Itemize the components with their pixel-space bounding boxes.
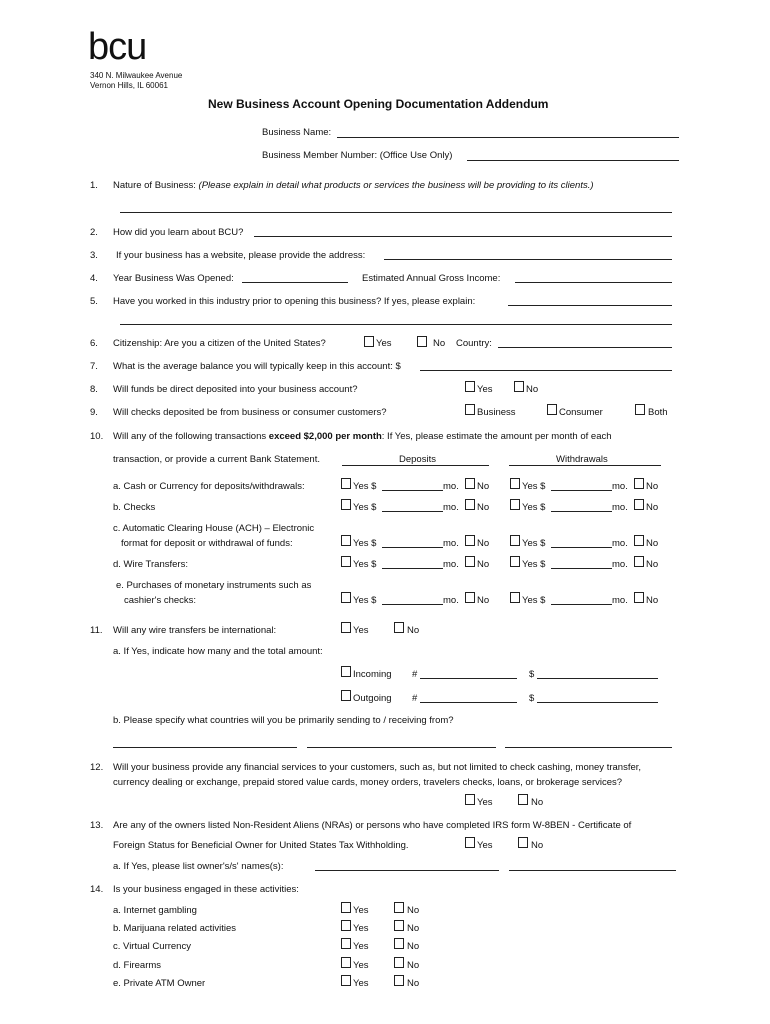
incoming-checkbox[interactable] — [341, 666, 351, 677]
q5-answer-field[interactable] — [508, 305, 672, 306]
q6-yes-label: Yes — [376, 338, 392, 349]
q14-item-3-no-label: No — [407, 960, 420, 971]
q10-row-3-deposit-no-checkbox[interactable] — [465, 556, 475, 567]
q1-label: Nature of Business: (Please explain in detail what products or services the business will be providing to its clients.) — [113, 180, 594, 191]
q10-row-0-deposit-no-label: No — [477, 481, 490, 492]
average-balance-field[interactable] — [420, 370, 672, 371]
q2-number: 2. — [90, 227, 98, 238]
q10-row-4-deposit-mo-label: mo. — [443, 595, 459, 606]
q11-no-checkbox[interactable] — [394, 622, 404, 633]
q10-row-2-withdrawal-mo-label: mo. — [612, 538, 628, 549]
q13-line1: Are any of the owners listed Non-Resident Aliens (NRAs) or persons who have completed IRS form W-8BEN - Certificate of — [113, 820, 632, 831]
outgoing-label: Outgoing — [353, 693, 392, 704]
q6-yes-checkbox[interactable] — [364, 336, 374, 347]
q5-number: 5. — [90, 296, 98, 307]
incoming-count-hash: # — [412, 669, 418, 680]
q6-number: 6. — [90, 338, 98, 349]
q8-yes-label: Yes — [477, 384, 493, 395]
q5-answer-field-2[interactable] — [120, 324, 672, 325]
outgoing-count-hash: # — [412, 693, 418, 704]
q13-sub-a-label: a. If Yes, please list owner's/s' names(s): — [113, 861, 284, 872]
q14-label: Is your business engaged in these activities: — [113, 884, 299, 895]
q12-no-checkbox[interactable] — [518, 794, 528, 805]
year-opened-field[interactable] — [242, 282, 348, 283]
q14-item-4-yes-label: Yes — [353, 978, 369, 989]
q7-label: What is the average balance you will typically keep in this account: $ — [113, 361, 401, 372]
q10-row-4-withdrawal-amount-field[interactable] — [551, 604, 612, 605]
member-number-field[interactable] — [467, 160, 679, 161]
q14-item-4-no-label: No — [407, 978, 420, 989]
outgoing-amount-dollar: $ — [529, 693, 535, 704]
q10-row-2-label-line2: format for deposit or withdrawal of funds: — [121, 538, 293, 549]
q14-item-3-yes-checkbox[interactable] — [341, 957, 351, 968]
q14-item-4-yes-checkbox[interactable] — [341, 975, 351, 986]
q12-number: 12. — [90, 762, 104, 773]
address-line-2: Vernon Hills, IL 60061 — [90, 81, 168, 90]
q10-row-1-withdrawal-no-label: No — [646, 502, 659, 513]
q10-row-1-label: b. Checks — [113, 502, 156, 513]
gross-income-field[interactable] — [515, 282, 672, 283]
q12-yes-label: Yes — [477, 797, 493, 808]
q9-both-checkbox[interactable] — [635, 404, 645, 415]
q14-item-1-yes-label: Yes — [353, 923, 369, 934]
q1-number: 1. — [90, 180, 98, 191]
q8-no-label: No — [526, 384, 539, 395]
q8-no-checkbox[interactable] — [514, 381, 524, 392]
outgoing-checkbox[interactable] — [341, 690, 351, 701]
q10-row-2-withdrawal-no-checkbox[interactable] — [634, 535, 644, 546]
q9-both-label: Both — [648, 407, 668, 418]
q6-no-checkbox[interactable] — [417, 336, 427, 347]
q10-row-2-label: c. Automatic Clearing House (ACH) – Electronic — [113, 523, 315, 534]
q3-number: 3. — [90, 250, 98, 261]
q10-row-3-withdrawal-no-label: No — [646, 559, 659, 570]
q10-row-2-withdrawal-no-label: No — [646, 538, 659, 549]
q10-number: 10. — [90, 431, 104, 442]
country-field[interactable] — [498, 347, 672, 348]
country-field-2[interactable] — [307, 747, 496, 748]
q10-row-2-deposit-mo-label: mo. — [443, 538, 459, 549]
q14-item-0-no-checkbox[interactable] — [394, 902, 404, 913]
q10-row-1-withdrawal-no-checkbox[interactable] — [634, 499, 644, 510]
q14-item-1-no-label: No — [407, 923, 420, 934]
q14-item-4-no-checkbox[interactable] — [394, 975, 404, 986]
q10-row-4-withdrawal-mo-label: mo. — [612, 595, 628, 606]
q10-row-4-label-line2: cashier's checks: — [124, 595, 197, 606]
q8-label: Will funds be direct deposited into your business account? — [113, 384, 358, 395]
q10-row-1-deposit-yes-label: Yes $ — [353, 502, 377, 513]
q14-item-4-label: e. Private ATM Owner — [113, 978, 206, 989]
q10-row-2-withdrawal-yes-label: Yes $ — [522, 538, 546, 549]
q10-row-0-withdrawal-no-checkbox[interactable] — [634, 478, 644, 489]
q3-answer-field[interactable] — [384, 259, 672, 260]
q12-line1: Will your business provide any financial services to your customers, such as, but not limited to check cashing, money transfer, — [113, 762, 642, 773]
q9-label: Will checks deposited be from business or consumer customers? — [113, 407, 387, 418]
outgoing-count-field[interactable] — [420, 702, 517, 703]
outgoing-amount-field[interactable] — [537, 702, 658, 703]
q10-row-2-deposit-no-checkbox[interactable] — [465, 535, 475, 546]
q10-row-4-deposit-yes-label: Yes $ — [353, 595, 377, 606]
deposits-header-rule — [342, 465, 489, 466]
q11-no-label: No — [407, 625, 420, 636]
q9-business-checkbox[interactable] — [465, 404, 475, 415]
country-field-3[interactable] — [505, 747, 672, 748]
q14-item-1-yes-checkbox[interactable] — [341, 920, 351, 931]
q11-label: Will any wire transfers be international: — [113, 625, 277, 636]
q10-row-1-deposit-no-label: No — [477, 502, 490, 513]
q14-item-2-no-checkbox[interactable] — [394, 938, 404, 949]
q10-row-0-withdrawal-yes-checkbox[interactable] — [510, 478, 520, 489]
q10-row-1-withdrawal-amount-field[interactable] — [551, 511, 612, 512]
q11-sub-a-label: a. If Yes, indicate how many and the total amount: — [113, 646, 323, 657]
address-line-1: 340 N. Milwaukee Avenue — [90, 71, 183, 80]
q10-row-2-withdrawal-yes-checkbox[interactable] — [510, 535, 520, 546]
q13-number: 13. — [90, 820, 104, 831]
q4-income-label: Estimated Annual Gross Income: — [362, 273, 501, 284]
q9-number: 9. — [90, 407, 98, 418]
q3-label: If your business has a website, please provide the address: — [116, 250, 366, 261]
q10-row-4-withdrawal-yes-checkbox[interactable] — [510, 592, 520, 603]
q10-row-0-deposit-yes-label: Yes $ — [353, 481, 377, 492]
q10-row-0-withdrawal-amount-field[interactable] — [551, 490, 612, 491]
q13-no-label: No — [531, 840, 544, 851]
q10-row-0-withdrawal-mo-label: mo. — [612, 481, 628, 492]
q11-yes-label: Yes — [353, 625, 369, 636]
q10-row-0-withdrawal-no-label: No — [646, 481, 659, 492]
member-number-label: Business Member Number: (Office Use Only) — [262, 150, 453, 161]
q14-number: 14. — [90, 884, 104, 895]
q13-line2: Foreign Status for Beneficial Owner for United States Tax Withholding. — [113, 840, 409, 851]
q12-yes-checkbox[interactable] — [465, 794, 475, 805]
q14-item-2-yes-checkbox[interactable] — [341, 938, 351, 949]
q10-row-2-withdrawal-amount-field[interactable] — [551, 547, 612, 548]
q6-country-label: Country: — [456, 338, 492, 349]
q5-label: Have you worked in this industry prior to opening this business? If yes, please explain: — [113, 296, 476, 307]
q2-answer-field[interactable] — [254, 236, 672, 237]
q10-row-4-deposit-no-label: No — [477, 595, 490, 606]
q13-no-checkbox[interactable] — [518, 837, 528, 848]
q10-row-3-withdrawal-yes-label: Yes $ — [522, 559, 546, 570]
q10-row-2-deposit-yes-label: Yes $ — [353, 538, 377, 549]
q10-row-4-withdrawal-no-label: No — [646, 595, 659, 606]
bcu-logo: bcu — [88, 26, 147, 68]
incoming-amount-field[interactable] — [537, 678, 658, 679]
q2-label: How did you learn about BCU? — [113, 227, 244, 238]
q6-no-label: No — [433, 338, 446, 349]
q10-row-1-deposit-no-checkbox[interactable] — [465, 499, 475, 510]
business-name-field[interactable] — [337, 137, 679, 138]
q14-item-1-label: b. Marijuana related activities — [113, 923, 237, 934]
q10-row-3-label: d. Wire Transfers: — [113, 559, 188, 570]
withdrawals-column-header: Withdrawals — [556, 454, 608, 465]
q10-row-0-label: a. Cash or Currency for deposits/withdrawals: — [113, 481, 305, 492]
q9-business-label: Business — [477, 407, 516, 418]
q8-number: 8. — [90, 384, 98, 395]
q10-row-4-deposit-amount-field[interactable] — [382, 604, 443, 605]
q14-item-1-no-checkbox[interactable] — [394, 920, 404, 931]
incoming-count-field[interactable] — [420, 678, 517, 679]
q10-row-3-withdrawal-yes-checkbox[interactable] — [510, 556, 520, 567]
q14-item-3-yes-label: Yes — [353, 960, 369, 971]
q14-item-2-label: c. Virtual Currency — [113, 941, 191, 952]
q10-row-3-deposit-no-label: No — [477, 559, 490, 570]
q10-label: Will any of the following transactions exceed $2,000 per month: If Yes, please estimate the amount per month of each — [113, 431, 612, 442]
q10-row-0-withdrawal-yes-label: Yes $ — [522, 481, 546, 492]
q14-item-0-no-label: No — [407, 905, 420, 916]
q13-yes-checkbox[interactable] — [465, 837, 475, 848]
q11-sub-b-label: b. Please specify what countries will you be primarily sending to / receiving from? — [113, 715, 454, 726]
q10-row-3-deposit-yes-checkbox[interactable] — [341, 556, 351, 567]
q10-row-3-deposit-mo-label: mo. — [443, 559, 459, 570]
q10-row-1-withdrawal-yes-label: Yes $ — [522, 502, 546, 513]
incoming-label: Incoming — [353, 669, 392, 680]
q10-row-3-withdrawal-no-checkbox[interactable] — [634, 556, 644, 567]
q10-row-4-withdrawal-yes-label: Yes $ — [522, 595, 546, 606]
q11-yes-checkbox[interactable] — [341, 622, 351, 633]
owner-names-field-1[interactable] — [315, 870, 499, 871]
deposits-column-header: Deposits — [399, 454, 436, 465]
q10-row-3-deposit-amount-field[interactable] — [382, 568, 443, 569]
q10-row-3-withdrawal-amount-field[interactable] — [551, 568, 612, 569]
q10-row-1-deposit-yes-checkbox[interactable] — [341, 499, 351, 510]
q14-item-0-yes-label: Yes — [353, 905, 369, 916]
q9-consumer-label: Consumer — [559, 407, 603, 418]
q8-yes-checkbox[interactable] — [465, 381, 475, 392]
q4-number: 4. — [90, 273, 98, 284]
q6-label: Citizenship: Are you a citizen of the United States? — [113, 338, 326, 349]
q10-row-2-deposit-no-label: No — [477, 538, 490, 549]
q10-label-line2: transaction, or provide a current Bank Statement. — [113, 454, 320, 465]
q14-item-3-no-checkbox[interactable] — [394, 957, 404, 968]
q10-row-3-deposit-yes-label: Yes $ — [353, 559, 377, 570]
q9-consumer-checkbox[interactable] — [547, 404, 557, 415]
q14-item-2-no-label: No — [407, 941, 420, 952]
q14-item-3-label: d. Firearms — [113, 960, 162, 971]
q10-row-4-deposit-yes-checkbox[interactable] — [341, 592, 351, 603]
q10-row-3-withdrawal-mo-label: mo. — [612, 559, 628, 570]
q12-line2: currency dealing or exchange, prepaid stored value cards, money orders, travelers checks, loans, or brokerage services? — [113, 777, 623, 788]
q11-number: 11. — [90, 625, 103, 636]
business-name-label: Business Name: — [262, 127, 332, 138]
q10-row-1-withdrawal-mo-label: mo. — [612, 502, 628, 513]
q10-row-0-deposit-amount-field[interactable] — [382, 490, 443, 491]
q14-item-2-yes-label: Yes — [353, 941, 369, 952]
q1-answer-field[interactable] — [120, 212, 672, 213]
q10-row-4-deposit-no-checkbox[interactable] — [465, 592, 475, 603]
q10-row-4-withdrawal-no-checkbox[interactable] — [634, 592, 644, 603]
q4-label: Year Business Was Opened: — [113, 273, 234, 284]
page-title: New Business Account Opening Documentation Addendum — [208, 97, 549, 111]
q10-row-1-deposit-amount-field[interactable] — [382, 511, 443, 512]
q14-item-0-label: a. Internet gambling — [113, 905, 197, 916]
q10-row-0-deposit-mo-label: mo. — [443, 481, 459, 492]
q10-row-2-deposit-yes-checkbox[interactable] — [341, 535, 351, 546]
q10-row-4-label: e. Purchases of monetary instruments such as — [116, 580, 312, 591]
q12-no-label: No — [531, 797, 544, 808]
owner-names-field-2[interactable] — [509, 870, 676, 871]
q10-row-0-deposit-no-checkbox[interactable] — [465, 478, 475, 489]
q7-number: 7. — [90, 361, 98, 372]
q10-row-1-withdrawal-yes-checkbox[interactable] — [510, 499, 520, 510]
q13-yes-label: Yes — [477, 840, 493, 851]
incoming-amount-dollar: $ — [529, 669, 535, 680]
q10-row-1-deposit-mo-label: mo. — [443, 502, 459, 513]
country-field-1[interactable] — [113, 747, 297, 748]
q10-row-0-deposit-yes-checkbox[interactable] — [341, 478, 351, 489]
q10-row-2-deposit-amount-field[interactable] — [382, 547, 443, 548]
withdrawals-header-rule — [509, 465, 661, 466]
q14-item-0-yes-checkbox[interactable] — [341, 902, 351, 913]
